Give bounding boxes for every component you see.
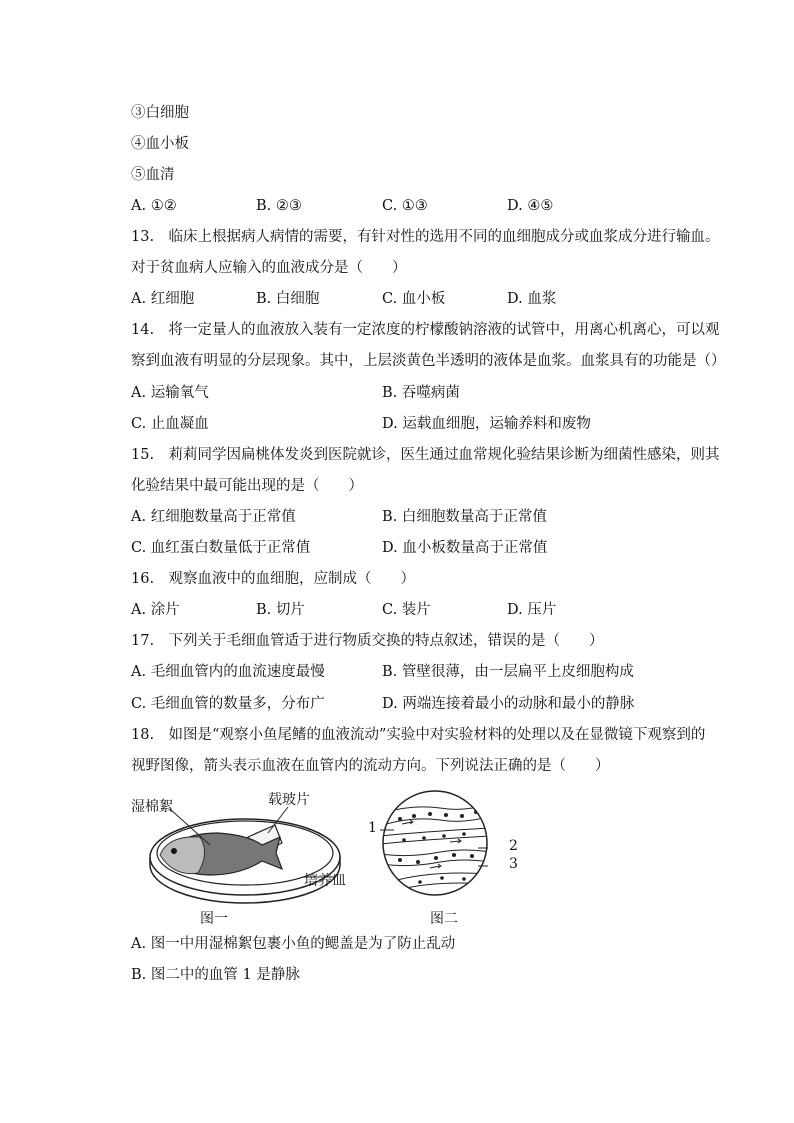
- q15-choice-a: A. 红细胞数量高于正常值: [131, 509, 296, 525]
- question-13-stem-2: 对于贫血病人应输入的血液成分是（ ）: [131, 260, 407, 276]
- q15-choice-d: D. 血小板数量高于正常值: [382, 540, 548, 556]
- label-vessel-2: 2: [509, 838, 518, 854]
- choice-a: A. ①②: [131, 198, 177, 214]
- question-17-stem-1: 17. 下列关于毛细血管适于进行物质交换的特点叙述，错误的是（ ）: [131, 633, 604, 649]
- q16-choice-b: B. 切片: [256, 602, 305, 618]
- q14-choice-b: B. 吞噬病菌: [382, 385, 460, 401]
- caption-figure-1: 图一: [200, 911, 228, 927]
- q13-choice-d: D. 血浆: [507, 291, 557, 307]
- label-vessel-3: 3: [509, 856, 518, 872]
- question-14-stem-2: 察到血液有明显的分层现象。其中，上层淡黄色半透明的液体是血浆。血浆具有的功能是（）: [131, 353, 726, 369]
- question-15-stem-2: 化验结果中最可能出现的是（ ）: [131, 478, 363, 494]
- choice-c: C. ①③: [382, 198, 428, 214]
- option-item-4: ④血小板: [131, 136, 189, 152]
- q16-choice-d: D. 压片: [507, 602, 557, 618]
- question-13-stem-1: 13. 临床上根据病人病情的需要，有针对性的选用不同的血细胞成分或血浆成分进行输血。: [131, 229, 720, 245]
- question-14-stem-1: 14. 将一定量人的血液放入装有一定浓度的柠檬酸钠溶液的试管中，用离心机离心，可以观: [131, 322, 720, 338]
- q18-choice-b: B. 图二中的血管 1 是静脉: [131, 967, 300, 983]
- option-item-3: ③白细胞: [131, 105, 189, 121]
- q13-choice-c: C. 血小板: [382, 291, 446, 307]
- question-15-stem-1: 15. 莉莉同学因扁桃体发炎到医院就诊，医生通过血常规化验结果诊断为细菌性感染，则其: [131, 447, 720, 463]
- q17-choice-c: C. 毛细血管的数量多，分布广: [131, 696, 325, 712]
- question-18-stem-1: 18. 如图是“观察小鱼尾鳍的血液流动”实验中对实验材料的处理以及在显微镜下观察到的: [131, 727, 706, 743]
- option-item-5: ⑤血清: [131, 167, 175, 183]
- q17-choice-b: B. 管壁很薄，由一层扁平上皮细胞构成: [382, 664, 634, 680]
- caption-figure-2: 图二: [430, 911, 458, 927]
- choice-d: D. ④⑤: [507, 198, 554, 214]
- q14-choice-d: D. 运载血细胞，运输养料和废物: [382, 416, 591, 432]
- label-slide: 载玻片: [268, 792, 310, 808]
- q17-choice-a: A. 毛细血管内的血流速度最慢: [131, 664, 325, 680]
- question-18-stem-2: 视野图像，箭头表示血液在血管内的流动方向。下列说法正确的是（ ）: [131, 758, 610, 774]
- q15-choice-b: B. 白细胞数量高于正常值: [382, 509, 547, 525]
- q15-choice-c: C. 血红蛋白数量低于正常值: [131, 540, 311, 556]
- question-16-stem-1: 16. 观察血液中的血细胞，应制成（ ）: [131, 571, 416, 587]
- q14-choice-a: A. 运输氧气: [131, 385, 209, 401]
- label-wet-cotton: 湿棉絮: [131, 799, 173, 815]
- q18-choice-a: A. 图一中用湿棉絮包裹小鱼的鳃盖是为了防止乱动: [131, 936, 456, 952]
- q17-choice-d: D. 两端连接着最小的动脉和最小的静脉: [382, 696, 635, 712]
- q13-choice-b: B. 白细胞: [256, 291, 320, 307]
- label-vessel-1: 1: [368, 820, 377, 836]
- q14-choice-c: C. 止血凝血: [131, 416, 209, 432]
- choice-b: B. ②③: [256, 198, 302, 214]
- q13-choice-a: A. 红细胞: [131, 291, 195, 307]
- label-petri-dish: 培养皿: [304, 873, 346, 889]
- q16-choice-a: A. 涂片: [131, 602, 180, 618]
- q16-choice-c: C. 装片: [382, 602, 431, 618]
- microscope-view-illustration: [380, 786, 490, 902]
